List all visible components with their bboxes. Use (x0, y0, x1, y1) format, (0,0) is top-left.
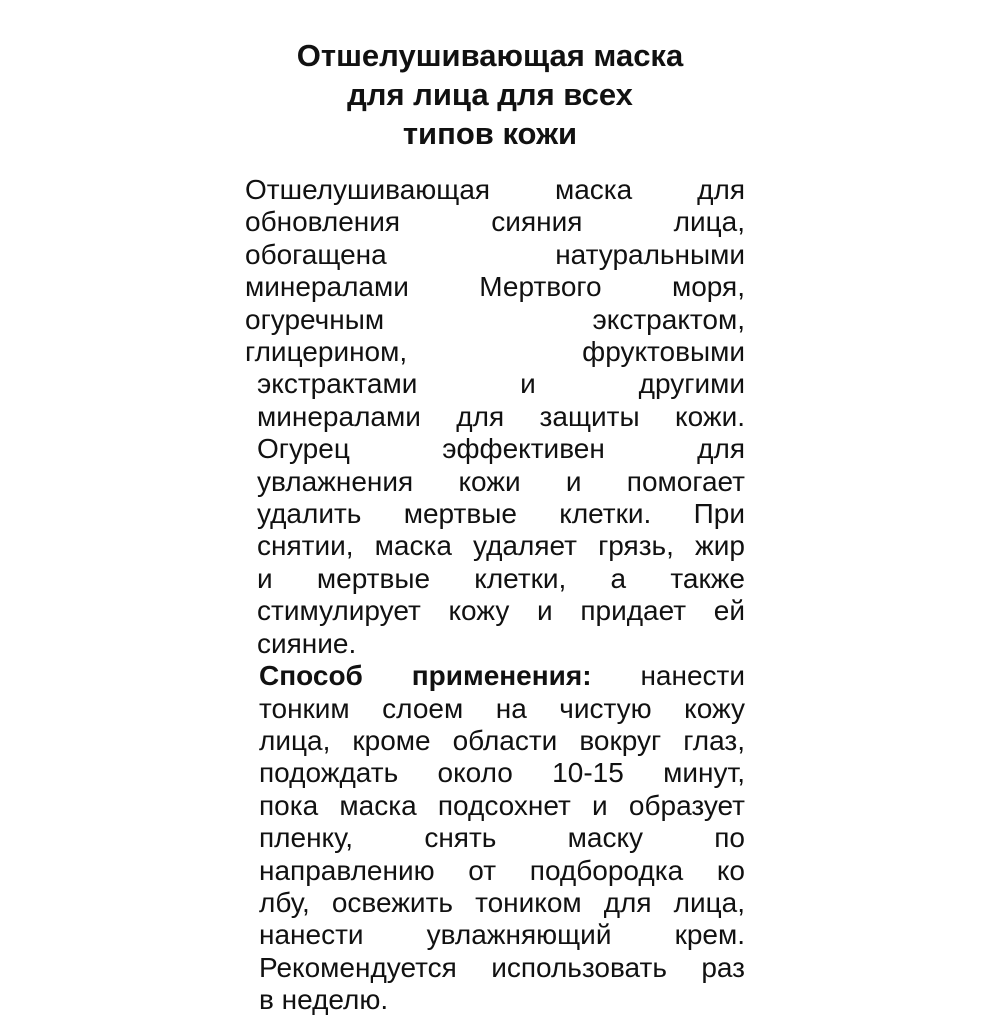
usage-first-text: нанести (640, 660, 746, 692)
text-line: увлажнения кожи и помогает (257, 465, 745, 497)
text-line: пленку, снять маску по (259, 822, 745, 854)
text-line: снятии, маска удаляет грязь, жир (257, 530, 745, 562)
text-line: минералами Мертвого моря, (245, 271, 745, 303)
title-line: для лица для всех (347, 77, 633, 112)
text-line: подождать около 10-15 минут, (259, 757, 745, 789)
usage-label: Способ применения: (259, 660, 592, 692)
text-line (259, 660, 745, 692)
text-line: и мертвые клетки, а также (257, 562, 745, 594)
text-line: огуречным экстрактом, (245, 303, 745, 335)
usage-paragraph (245, 660, 745, 1016)
text-line: Рекомендуется использовать раз (259, 951, 745, 983)
text-line: глицерином, фруктовыми (245, 336, 745, 368)
title-line: типов кожи (402, 116, 578, 151)
text-line: в неделю. (259, 984, 389, 1016)
text-line: лица, кроме области вокруг глаз, (259, 724, 745, 756)
product-description (245, 174, 745, 1017)
text-line: Огурец эффективен для (257, 433, 745, 465)
text-line: тонким слоем на чистую кожу (259, 692, 745, 724)
text-line: обновления сияния лица, (245, 206, 745, 238)
text-line: лбу, освежить тоником для лица, (259, 886, 745, 918)
text-line: удалить мертвые клетки. При (257, 498, 745, 530)
text-line: направлению от подбородка ко (259, 854, 745, 886)
page-title (200, 36, 780, 153)
text-line: обогащена натуральными (245, 238, 745, 270)
text-line: пока маска подсохнет и образует (259, 789, 745, 821)
title-line: Отшелушивающая маска (296, 38, 684, 73)
text-line: экстрактами и другими (257, 368, 745, 400)
text-line: стимулирует кожу и придает ей (257, 595, 745, 627)
text-line: минералами для защиты кожи. (257, 400, 745, 432)
text-line: Отшелушивающая маска для (245, 174, 745, 205)
text-line: сияние. (257, 627, 357, 659)
text-line: нанести увлажняющий крем. (259, 919, 745, 951)
description-paragraph (245, 174, 745, 660)
